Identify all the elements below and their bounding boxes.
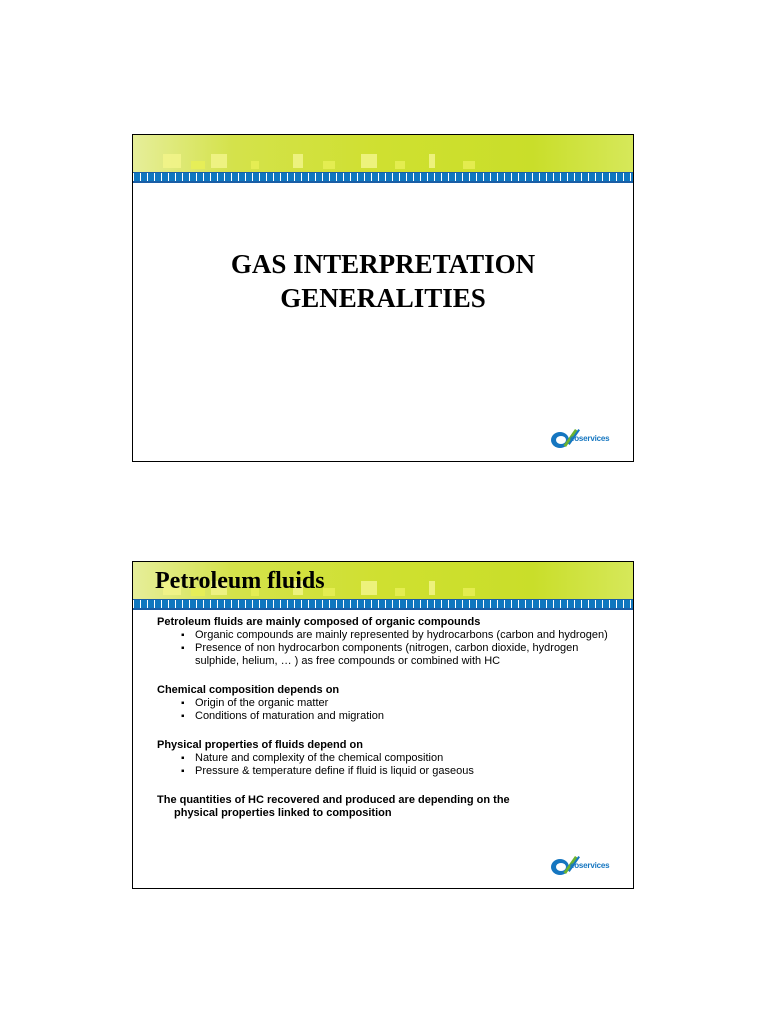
bullet-item: ▪ Pressure & temperature define if fluid is liquid or gaseous	[195, 765, 621, 778]
section-heading: Petroleum fluids are mainly composed of organic compounds	[157, 616, 481, 628]
bullet-item: ▪ Organic compounds are mainly represented by hydrocarbons (carbon and hydrogen)	[195, 629, 621, 642]
closing-statement: The quantities of HC recovered and produced are depending on the	[157, 794, 510, 806]
bullet-item: ▪ Origin of the organic matter	[195, 697, 621, 710]
bullet-list	[157, 697, 621, 723]
logo-text: eoservices	[570, 434, 610, 443]
slide-main-title	[133, 247, 633, 315]
geoservices-logo	[551, 858, 619, 876]
section-heading: Chemical composition depends on	[157, 684, 340, 696]
geoservices-logo	[551, 431, 619, 449]
closing-statement-cont: physical properties linked to composition	[174, 807, 392, 819]
section-heading: Physical properties of fluids depend on	[157, 739, 363, 751]
title-line-1: GAS INTERPRETATION	[230, 249, 536, 279]
slide-heading: Petroleum fluids	[155, 568, 325, 594]
title-line-2: GENERALITIES	[280, 283, 486, 313]
bullet-item: ▪ Nature and complexity of the chemical composition	[195, 752, 621, 765]
bullet-item: ▪ Conditions of maturation and migration	[195, 710, 621, 723]
logo-text: eoservices	[570, 861, 610, 870]
bullet-list	[157, 752, 621, 778]
slide-title	[132, 134, 634, 462]
slide-petroleum-fluids	[132, 561, 634, 889]
slide-body	[157, 616, 621, 820]
bullet-item: ▪ Presence of non hydrocarbon components (nitrogen, carbon dioxide, hydrogen sulphide, helium, … ) as free compounds or combined with HC	[195, 642, 621, 668]
bullet-list	[157, 629, 621, 668]
header-banner	[133, 135, 633, 183]
